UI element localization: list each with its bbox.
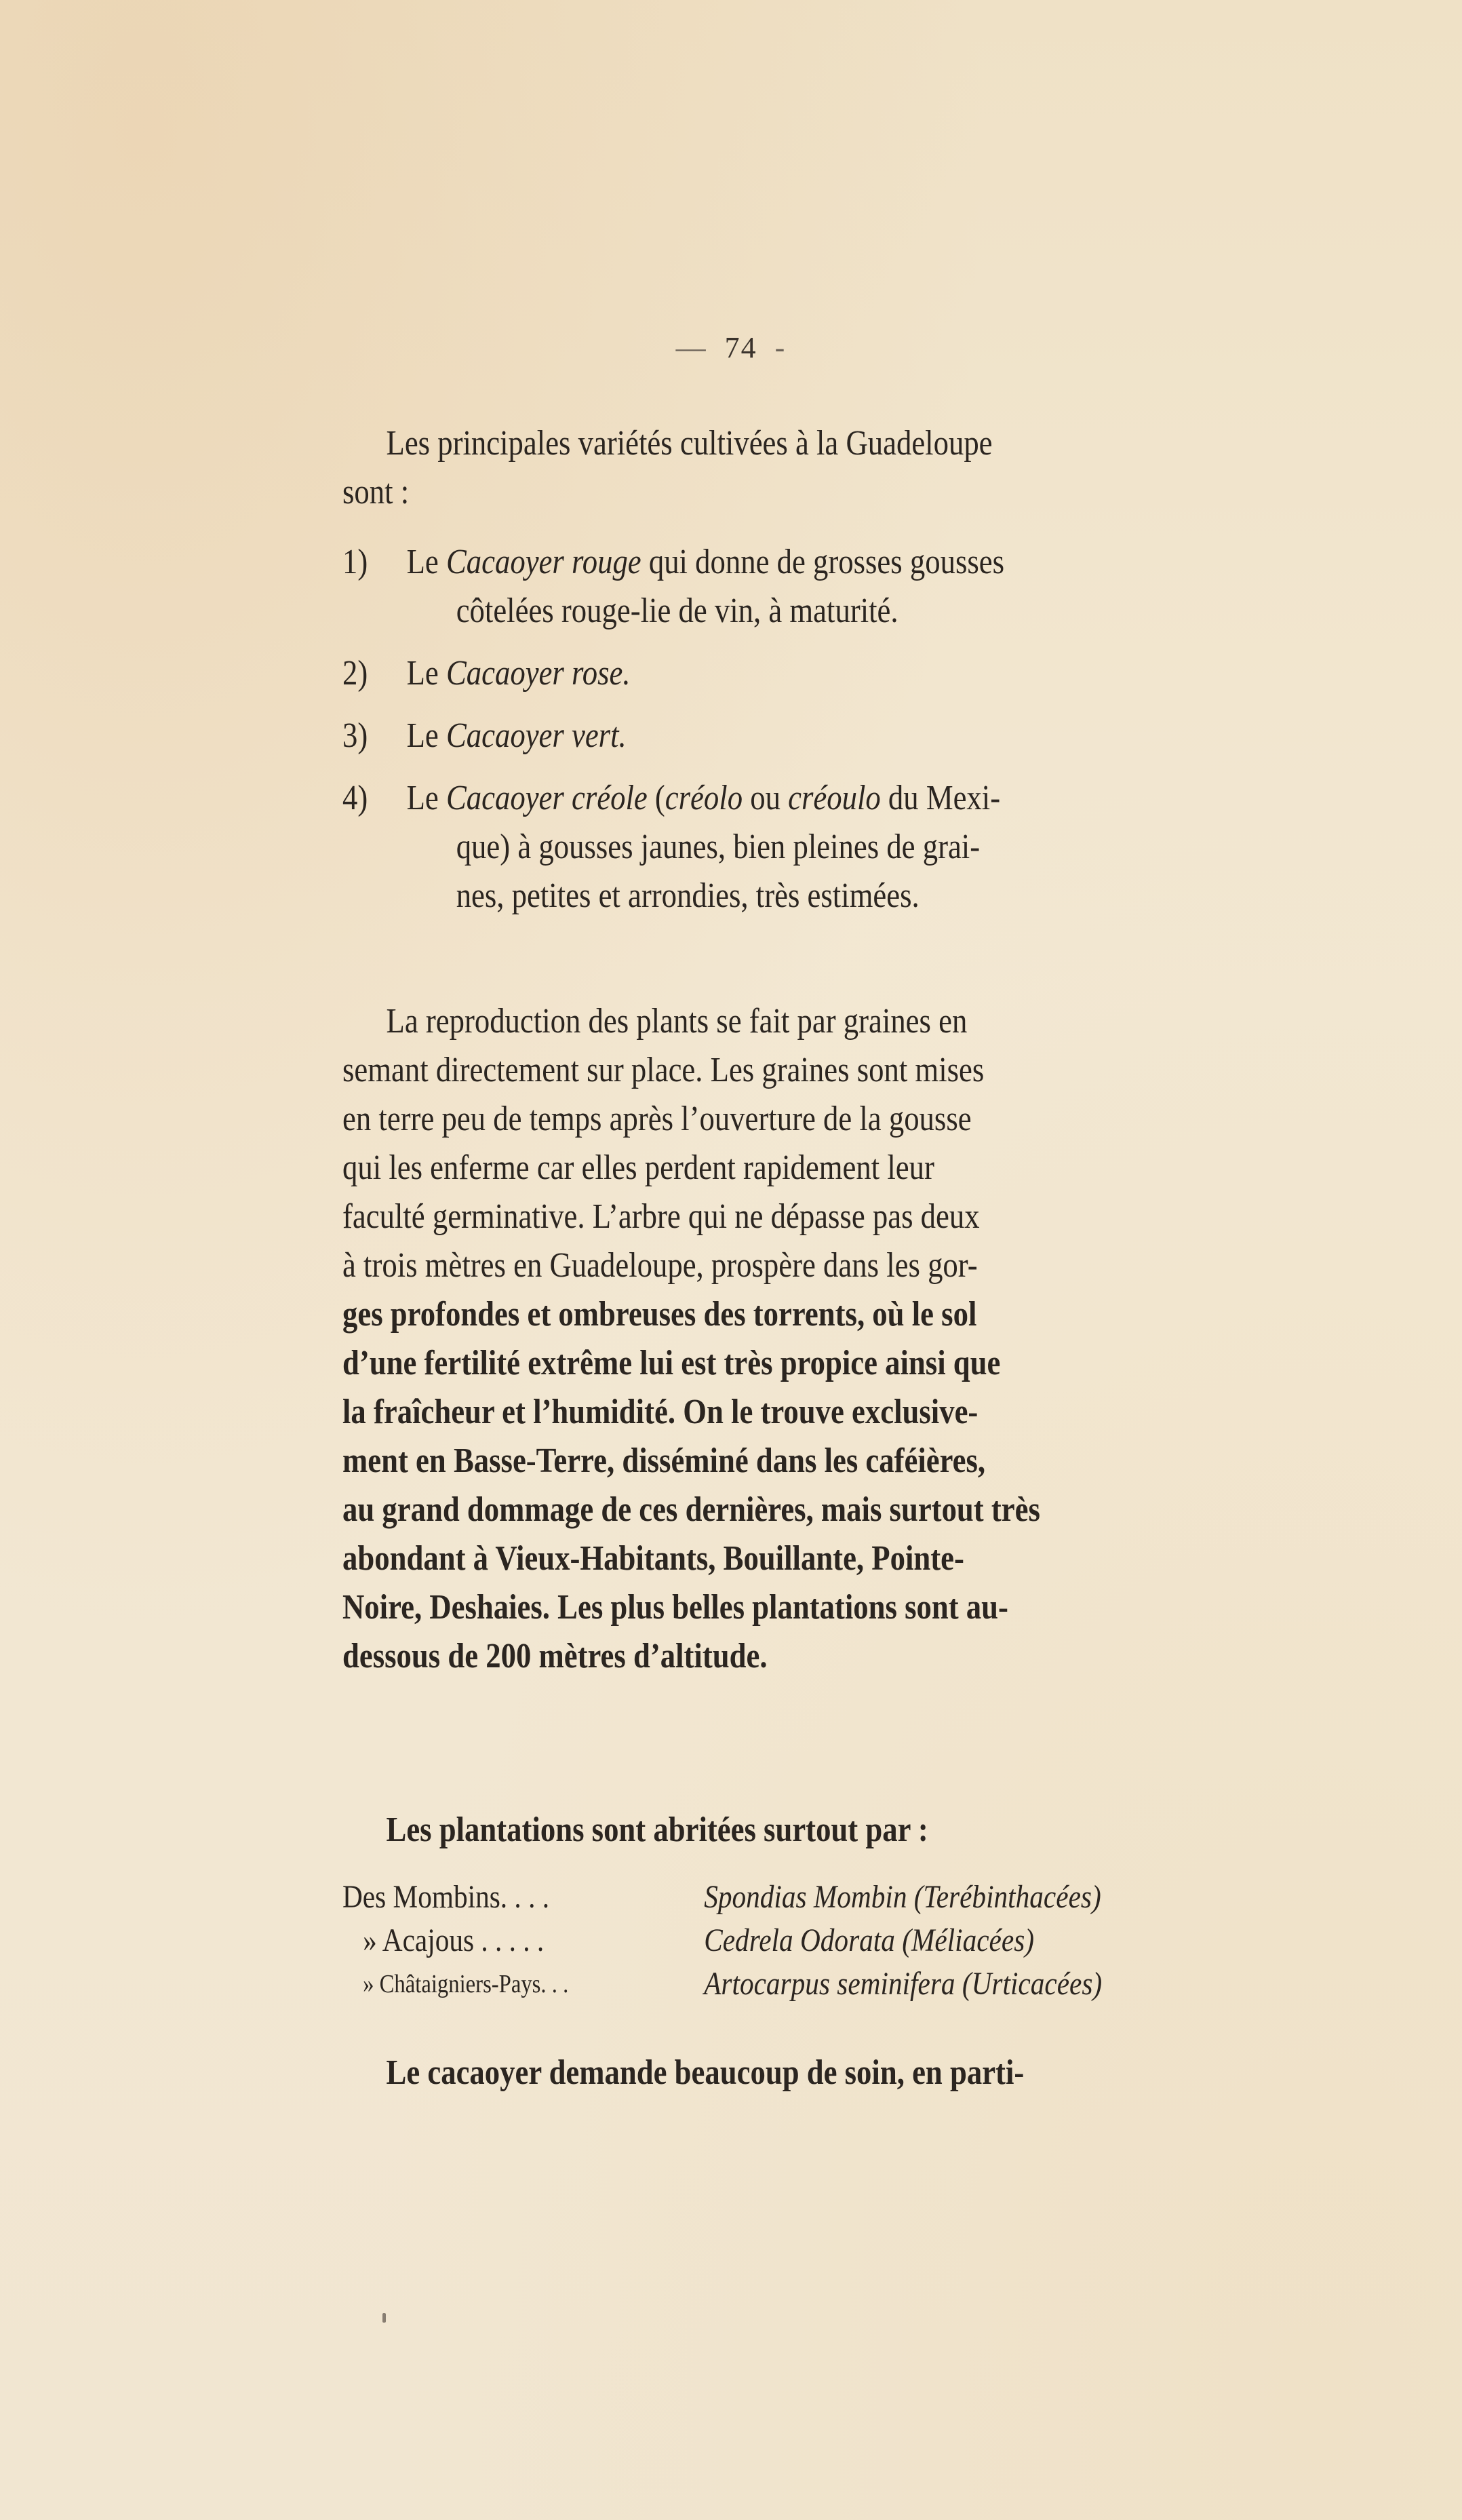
list-item	[342, 774, 1185, 920]
paragraph-line: semant directement sur place. Les graines sont mises	[342, 1051, 985, 1089]
intro-paragraph	[342, 419, 1185, 517]
variety-synonym: créolo	[665, 779, 743, 817]
closing-line: Le cacaoyer demande beaucoup de soin, en parti-	[386, 2053, 1025, 2092]
shade-tree-common-name: » Châtaigniers-Pays. . .	[363, 1970, 569, 1998]
page-number	[0, 330, 1462, 365]
varieties-list	[342, 538, 1185, 920]
shade-tree-latin-name: Spondias Mombin (Terébinthacées)	[704, 1879, 1101, 1915]
list-rest: qui donne de grosses gousses	[641, 543, 1005, 581]
closing-paragraph	[342, 2049, 1185, 2097]
folio-dash-right: -	[774, 331, 787, 364]
paragraph-line: ges profondes et ombreuses des torrents, où le sol	[342, 1295, 977, 1334]
variety-name: Cacaoyer rose.	[446, 654, 631, 693]
folio-number: 74	[724, 331, 757, 364]
list-continuation: que) à gousses jaunes, bien pleines de grai-	[456, 828, 981, 866]
list-continuation: nes, petites et arrondies, très estimées.	[456, 876, 920, 915]
list-lead: Le	[406, 716, 446, 755]
paragraph-line: abondant à Vieux-Habitants, Bouillante, Pointe-	[342, 1539, 964, 1578]
shade-tree-row	[342, 1919, 1185, 1962]
paragraph-line: qui les enferme car elles perdent rapidement leur	[342, 1148, 934, 1187]
paragraph-line: ment en Basse-Terre, disséminé dans les caféières,	[342, 1441, 986, 1480]
shade-tree-row	[342, 1876, 1185, 1919]
paragraph-line: Noire, Deshaies. Les plus belles plantations sont au-	[342, 1588, 1008, 1627]
shade-trees-list	[342, 1876, 1185, 2006]
list-continuation: côtelées rouge-lie de vin, à maturité.	[456, 592, 898, 630]
list-item	[342, 538, 1185, 636]
paragraph-line: en terre peu de temps après l’ouverture de la gousse	[342, 1100, 972, 1138]
paragraph-line: d’une fertilité extrême lui est très propice ainsi que	[342, 1344, 1001, 1382]
shade-tree-row	[342, 1962, 1185, 2006]
list-item	[342, 649, 1185, 698]
intro-line-1: Les principales variétés cultivées à la Guadeloupe	[386, 424, 993, 463]
list-rest: ou	[743, 779, 789, 817]
list-number: 4)	[342, 779, 368, 817]
ink-speck	[382, 2313, 386, 2323]
shade-intro	[342, 1806, 1185, 1855]
shade-tree-common-name: Des Mombins. . . .	[342, 1879, 550, 1915]
paragraph-line: à trois mètres en Guadeloupe, prospère dans les gor-	[342, 1246, 978, 1285]
paragraph-line: la fraîcheur et l’humidité. On le trouve exclusive-	[342, 1393, 979, 1431]
list-number: 3)	[342, 716, 368, 755]
folio-dash-left: —	[675, 331, 707, 364]
list-lead: Le	[406, 543, 446, 581]
paragraph-line: dessous de 200 mètres d’altitude.	[342, 1637, 768, 1675]
variety-synonym: créoulo	[788, 779, 881, 817]
shade-tree-latin-name: Artocarpus seminifera (Urticacées)	[704, 1966, 1103, 2002]
paragraph-line: faculté germinative. L’arbre qui ne dépasse pas deux	[342, 1197, 980, 1236]
intro-line-2: sont :	[342, 473, 410, 511]
list-number: 2)	[342, 654, 368, 693]
list-rest: (	[647, 779, 665, 817]
list-lead: Le	[406, 779, 446, 817]
variety-name: Cacaoyer créole	[446, 779, 648, 817]
variety-name: Cacaoyer vert.	[446, 716, 627, 755]
shade-tree-latin-name: Cedrela Odorata (Méliacées)	[704, 1922, 1035, 1958]
paragraph-line: La reproduction des plants se fait par graines en	[386, 1002, 968, 1041]
paragraph-line: au grand dommage de ces dernières, mais surtout très	[342, 1490, 1040, 1529]
shade-tree-common-name: » Acajous . . . . .	[363, 1922, 545, 1958]
list-number: 1)	[342, 543, 368, 581]
reproduction-paragraph	[342, 997, 1185, 1681]
variety-name: Cacaoyer rouge	[446, 543, 641, 581]
shade-intro-line: Les plantations sont abritées surtout par :	[386, 1810, 928, 1849]
list-item	[342, 712, 1185, 760]
list-lead: Le	[406, 654, 446, 693]
list-rest: du Mexi-	[880, 779, 1001, 817]
